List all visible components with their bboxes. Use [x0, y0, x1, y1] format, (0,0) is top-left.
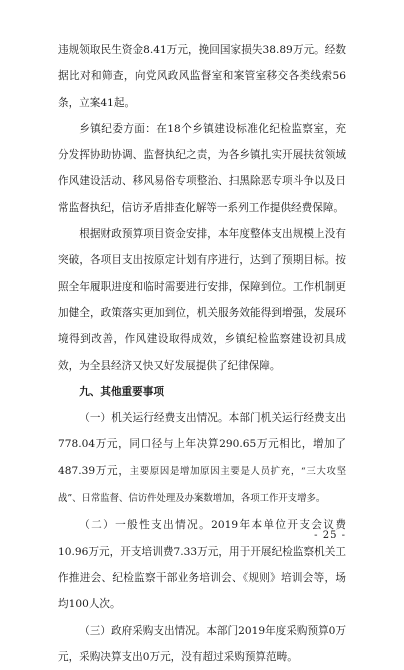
paragraph-budget-summary: 根据财政预算项目资金安排，本年度整体支出规模上没有突破，各项目支出按原定计划有序进行，达到了预期目标。按照全年履职进度和临时需要进行安排，保障到位。工作机制更加健全，政策落实更加到位，机关服务效能得到增强，发展环境得到改善，作风建设取得成效，乡镇纪检监察建设初具成效，为全县经济又快又好发展提供了纪律保障。: [58, 228, 346, 372]
paragraph-procurement: （三）政府采购支出情况。本部门2019年度采购预算0万元，采购决算支出0万元，没有超过采购预算范畴。: [58, 624, 346, 663]
paragraph-audit-results: 违规领取民生资金8.41万元，挽回国家损失38.89万元。经数据比对和筛查，向党风政风监督室和案管室移交各类线索56条，立案41起。: [58, 44, 346, 109]
operating-expenses-text: （一）机关运行经费支出情况。本部门机关运行经费支出778.04万元，同口径与上年决算290.65万元相比，增加了487.39万元，: [58, 412, 346, 477]
operating-expenses-reason: 主要原因是增加原因主要是人员扩充，“三大攻坚战”、日常监督、信访件处理及办案数增加，各项工作开支增多。: [58, 465, 346, 505]
paragraph-general-expenses: （二）一般性支出情况。2019年本单位开支会议费10.96万元，开支培训费7.33万元，用于开展纪检监察机关工作推进会、纪检监察干部业务培训会、《规则》培训会等，场均100人次。: [58, 519, 346, 611]
document-body: [58, 37, 346, 670]
paragraph-township-discipline: 乡镇纪委方面：在18个乡镇建设标准化纪检监察室，充分发挥协助协调、监督执纪之责，为各乡镇扎实开展扶贫领域作风建设活动、移风易俗专项整治、扫黑除恶专项斗争以及日常监督执纪，信访矛盾排查化解等一系列工作提供经费保障。: [58, 122, 346, 214]
section-heading: 九、其他重要事项: [79, 385, 164, 398]
page-number: - 25 -: [314, 530, 346, 541]
paragraph-operating-expenses: [58, 405, 346, 512]
